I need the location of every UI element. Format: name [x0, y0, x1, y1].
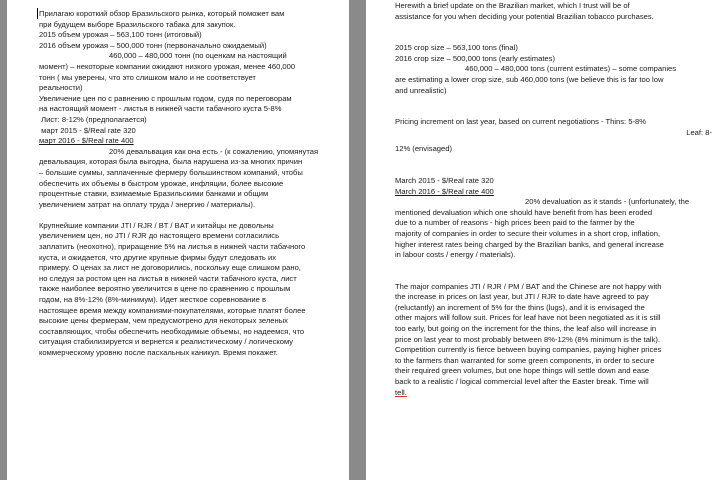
text-line: также наиболее вероятно увеличится в цене по сравнению с прошлым	[39, 284, 291, 294]
left-document-page[interactable]	[7, 0, 349, 480]
text-line: составляющих, чтобы обеспечить необходимые объемы, но надеемся, что	[39, 326, 305, 336]
text-line: price on last year to most probably between 8%-12% (8% minimum is the talk).	[395, 334, 661, 344]
right-paragraph-5	[395, 197, 712, 261]
text-line: март 2015 - $/Real rate 320	[39, 125, 136, 135]
text-line: 2015 объем урожая – 563,100 тонн (итоговый)	[39, 30, 202, 40]
text-line: настоящее время между компаниями-покупателями, которые платят более	[39, 305, 306, 315]
text-line: 20% devaluation as it stands - (unfortunately, the	[525, 197, 690, 207]
text-line: (reluctantly) an increment of 5% for the thins (lugs), and it is envisaged the	[395, 302, 645, 312]
text-line: 460,000 – 480,000 tons (current estimates) – some companies	[465, 64, 677, 74]
text-line: увеличением затрат на оплату труда / энергию / материалы).	[39, 199, 256, 209]
text-line: высокие цены фермерам, чем предусмотрено для некоторых зеленых	[39, 316, 288, 326]
text-line: 20% девальвация как она есть - (к сожалению, упомянутая	[109, 146, 319, 156]
text-line: 12% (envisaged)	[395, 144, 452, 154]
left-paragraph-3	[39, 221, 335, 359]
text-line: 460,000 – 480,000 тонн (по оценкам на настоящий	[109, 51, 287, 61]
text-line: реальности)	[39, 83, 83, 93]
right-paragraph-1	[395, 1, 712, 22]
text-line: assistance for you when deciding your potential Brazilian tobacco purchases.	[395, 11, 654, 21]
text-line: на настоящий момент - листья в нижней части табачного куста 5-8%	[39, 104, 282, 114]
text-line: Прилагаю короткий обзор Бразильского рынка, который поможет вам	[39, 9, 285, 18]
text-line: Herewith a brief update on the Brazilian market, which I trust will be of	[395, 1, 630, 10]
text-line: are estimating a lower crop size, sub 460,000 tons (we believe this is far too low	[395, 74, 664, 84]
text-line: mentioned devaluation which one should have benefit from has been eroded	[395, 207, 653, 217]
left-paragraph-2	[39, 147, 335, 211]
text-line: Leaf: 8-	[686, 127, 712, 137]
text-line: Лист: 8-12% (предполагается)	[39, 114, 147, 124]
right-document-page[interactable]	[366, 0, 720, 480]
text-line: higher interest rates being charged by the Brazilian banks, and general increase	[395, 239, 664, 249]
right-paragraph-6	[395, 282, 712, 399]
text-line: the increase in prices on last year, but JTI / RJR to date have agreed to pay	[395, 292, 649, 302]
text-line: увеличением цен, но JTI / RJR до настоящего времени согласились	[39, 231, 280, 241]
text-line: годом, на 8%-12% (8%-минимум). Идет жесткое соревнование в	[39, 295, 266, 305]
right-paragraph-2	[395, 43, 712, 96]
text-line: Крупнейшие компании JTI / RJR / BT / BAT и китайцы не довольны	[39, 220, 274, 230]
text-line: The major companies JTI / RJR / PM / BAT and the Chinese are not happy with	[395, 281, 662, 291]
text-line: но следуя за ростом цен на листья в нижней части табачного куста, лист	[39, 273, 297, 283]
text-line: заплатить (неохотно), приращение 5% на листья в нижней части табачного	[39, 242, 306, 252]
text-line: in labour costs / energy / materials).	[395, 250, 516, 260]
text-line: Увеличение цен по с равнению с прошлым годом, судя по переговорам	[39, 93, 292, 103]
text-line: Pricing increment on last year, based on current negotiations - Thins: 5-8%	[395, 117, 647, 127]
right-paragraph-3	[395, 117, 712, 155]
text-line: тонн ( мы уверены, что это слишком мало и не соответствует	[39, 72, 256, 82]
text-line: back to a realistic / logical commercial level after the Easter break. Time will	[395, 377, 649, 387]
text-line: 2016 объем урожая – 500,000 тонн (первоначально ожидаемый)	[39, 40, 267, 50]
text-line: other majors will follow suit. Prices for leaf have not been negotiated as it is still	[395, 313, 661, 323]
text-line: majority of companies in order to secure their volumes in a short crop, inflation,	[395, 228, 661, 238]
text-line: March 2016 - $/Real rate 400	[395, 186, 494, 196]
right-paragraph-4	[395, 176, 712, 197]
text-line: процентные ставки, взимаемые Бразильскими банками и общим	[39, 189, 269, 199]
text-line: куста, и ожидается, что другие крупные фирмы будут следовать их	[39, 252, 277, 262]
text-line: tell.	[395, 387, 407, 397]
text-line: девальвация, которая была выгодна, была нарушена из-за многих причин	[39, 157, 303, 167]
text-line: due to a number of reasons - high prices been paid to the farmer by the	[395, 218, 635, 228]
text-line: March 2015 - $/Real rate 320	[395, 175, 494, 185]
text-line: коммерческому уровню после пасхальных каникул. Время покажет.	[39, 348, 278, 357]
text-line: – большие суммы, заплаченные фермеру большинством компаний, чтобы	[39, 167, 303, 177]
text-line: their required green volumes, but one hope things will settle down and ease	[395, 366, 650, 376]
text-line: 2016 crop size – 500,000 tons (early estimates)	[395, 53, 555, 63]
text-line: ситуация стабилизируется и вернется к реалистическому / логическому	[39, 337, 294, 347]
text-line: март 2016 - $/Real rate 400	[39, 136, 134, 146]
text-line: too early, but going on the increment for the thins, the leaf also will increase in	[395, 324, 657, 334]
text-line: and unrealistic)	[395, 85, 447, 95]
text-line: примеру. О ценах за лист не договорились, поскольку еще слишком рано,	[39, 263, 301, 273]
text-cursor	[37, 8, 38, 19]
text-line: при будущем выборе Бразильского табака для закупок.	[39, 19, 236, 29]
text-line: to the farmers than warranted for some green components, in order to secure	[395, 355, 655, 365]
text-line: 2015 crop size – 563,100 tons (final)	[395, 43, 518, 53]
left-paragraph-1	[39, 9, 335, 147]
text-line: обеспечить их объемы в быстром урожае, инфляции, более высокие	[39, 178, 284, 188]
text-line: Competition currently is fierce between buying companies, paying higher prices	[395, 345, 662, 355]
text-line: момент) – некоторые компании ожидают низкого урожая, менее 460,000	[39, 61, 296, 71]
